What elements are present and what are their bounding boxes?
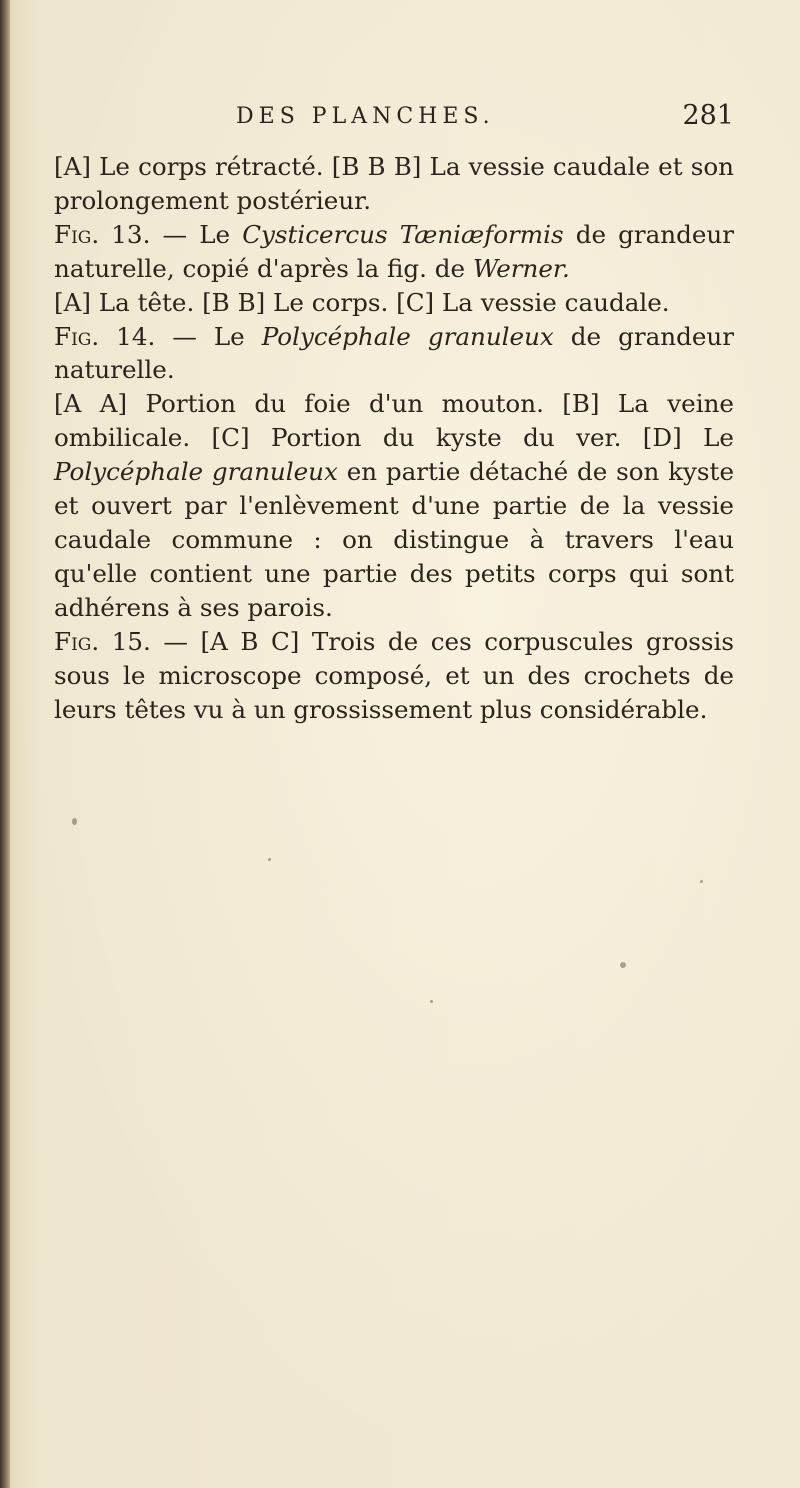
text-run: — Le (150, 219, 243, 249)
species-name: Polycéphale granuleux (261, 321, 554, 351)
book-spine-edge (0, 0, 10, 1488)
body-text (54, 150, 734, 726)
paragraph-fig13-legend (54, 286, 734, 320)
paper-speck (268, 858, 271, 861)
figure-label: Fig. 14. (54, 321, 156, 351)
paragraph-fig14-legend (54, 387, 734, 624)
paragraph-fig14 (54, 320, 734, 388)
text-run: — Le (155, 321, 262, 351)
text-run: de grandeur naturelle. (54, 321, 734, 385)
running-head: DES PLANCHES. (236, 104, 495, 129)
paper-speck (700, 880, 703, 883)
species-name: Cysticercus Tæniæformis (242, 219, 564, 249)
text-run: [A] Le corps rétracté. [B B B] La vessie caudale et son prolongement postérieur. (54, 152, 734, 215)
paper-speck (620, 962, 626, 968)
paragraph-fig12-legend-continued (54, 150, 734, 218)
text-run: de grandeur naturelle, copié d'après la fig. de (54, 219, 735, 283)
text-run: [A A] Portion du foie d'un mouton. [B] La veine ombilicale. [C] Portion du kyste du ver. [D] Le (54, 389, 734, 453)
figure-label: Fig. 13. (54, 219, 151, 249)
figure-label: Fig. 15. (54, 626, 151, 656)
paper-speck (72, 818, 77, 825)
paragraph-fig13 (54, 218, 734, 286)
page-header (60, 98, 740, 138)
text-run: [A] La tête. [B B] Le corps. [C] La vessie caudale. (54, 287, 670, 317)
author-name: Werner. (472, 253, 570, 283)
text-run: en partie détaché de son kyste et ouvert par l'enlèvement d'une partie de la vessie caudale commune : on distingue à travers l'eau qu'elle contient une partie des petits corps qui sont adhérens à ses parois. (54, 457, 734, 622)
text-run: — [A B C] Trois de ces corpuscules grossis sous le microscope composé, et un des crochets de leurs têtes vu à un grossissement plus considérable. (54, 626, 734, 724)
paragraph-fig15 (54, 625, 734, 727)
species-name: Polycéphale granuleux (54, 457, 338, 487)
paper-speck (430, 1000, 433, 1003)
page-number: 281 (682, 100, 734, 131)
